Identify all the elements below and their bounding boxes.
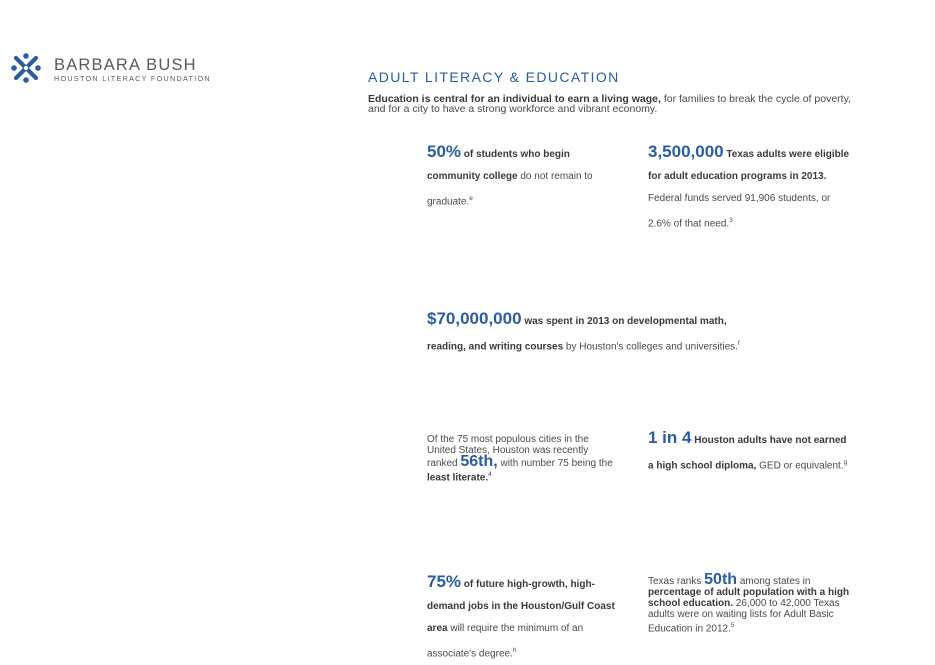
- stat-footnote: f: [737, 340, 740, 347]
- stat-text: by Houston's colleges and universities.: [563, 341, 738, 353]
- stat-bold-text: percentage of adult population with a high school education.: [648, 587, 850, 609]
- stat-bold-text: of students who begin community college: [427, 149, 570, 182]
- stat-text: Federal funds served 91,906 students, or 2.6% of that need.: [648, 193, 831, 230]
- intro-bold: Education is central for an individual to earn a living wage,: [368, 93, 661, 105]
- stat-footnote: 3: [729, 217, 733, 224]
- stat-text-lead: Texas ranks: [648, 576, 705, 587]
- stat-text-tail: 26,000 to 42,000 Texas adults were on waiting lists for Adult Basic Education in 2012.: [648, 598, 840, 635]
- stat-houston-literacy-rank: [427, 434, 617, 483]
- stat-footnote: e: [469, 195, 473, 202]
- stat-footnote: g: [843, 459, 848, 466]
- intro-rest: for families to break the cycle of poverty, and for a city to have a strong workforce and vibrant economy.: [368, 93, 851, 115]
- stat-text-lead: Of the 75 most populous cities in the United States, Houston was recently ranked: [427, 434, 589, 469]
- stat-text: GED or equivalent.: [756, 460, 844, 472]
- stat-bold-text: least literate.: [427, 472, 489, 484]
- stat-bold-text: Texas adults were eligible for adult education programs in 2013.: [648, 149, 850, 182]
- stat-texas-adults-eligible: [648, 141, 853, 235]
- stat-figure: 50th: [704, 571, 738, 588]
- stat-community-college: [427, 141, 622, 213]
- stat-footnote: 5: [730, 622, 735, 629]
- stat-developmental-spending: [427, 308, 767, 358]
- stat-bold-text: was spent in 2013 on developmental math, reading, and writing courses: [427, 316, 727, 353]
- stat-high-school-diploma: [648, 427, 848, 477]
- stat-footnote: 4: [488, 471, 492, 478]
- stat-bold-text: Houston adults have not earned a high school diploma,: [648, 435, 847, 472]
- stat-texas-education-rank: [648, 571, 858, 635]
- stat-future-jobs: [427, 571, 627, 665]
- stat-text: among states in: [737, 576, 811, 587]
- stat-figure: 50%: [427, 142, 462, 161]
- stat-figure: $70,000,000: [427, 309, 522, 328]
- stat-text: will require the minimum of an associate's degree.: [427, 623, 584, 660]
- stat-figure: 56th,: [460, 453, 498, 470]
- stat-figure: 3,500,000: [648, 142, 724, 161]
- stat-text: do not remain to graduate.: [427, 171, 593, 208]
- foundation-name: BARBARA BUSH: [54, 56, 197, 74]
- section-title: ADULT LITERACY & EDUCATION: [368, 69, 620, 85]
- section-intro: [368, 94, 868, 114]
- foundation-tagline: HOUSTON LITERACY FOUNDATION: [54, 74, 211, 83]
- literacy-figures-icon: [8, 50, 44, 86]
- stat-figure: 75%: [427, 572, 462, 591]
- stat-bold-text: of future high-growth, high-demand jobs in the Houston/Gulf Coast area: [427, 579, 615, 634]
- stat-footnote: h: [512, 647, 517, 654]
- foundation-logo: [8, 50, 248, 90]
- stat-text: with number 75 being the: [497, 458, 613, 469]
- stat-figure: 1 in 4: [648, 428, 692, 447]
